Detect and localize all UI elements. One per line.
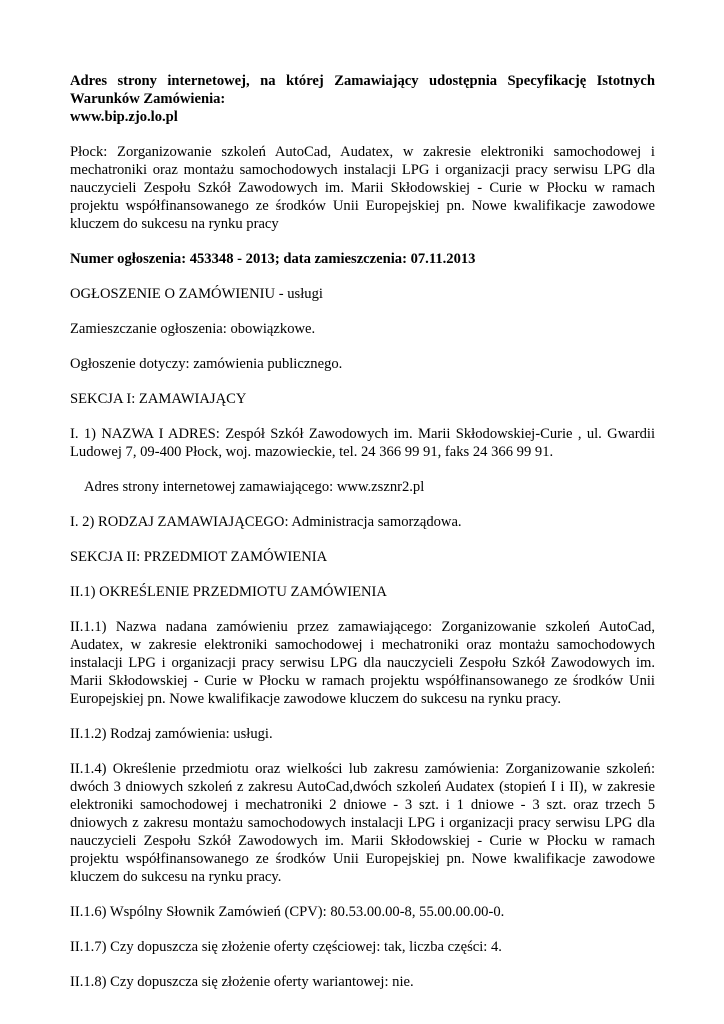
intro-paragraph: Płock: Zorganizowanie szkoleń AutoCad, Audatex, w zakresie elektroniki samochodowej i mechatroniki oraz montażu samochodowych instalacji LPG i organizacji pracy serwisu LPG dla nauczycieli Zespołu Szkół Zawodowych im. Marii Skłodowskiej - Curie w Płocku w ramach projektu współfinansowanego ze środków Unii Europejskiej pn. Nowe kwalifikacje zawodowe kluczem do sukcesu na rynku pracy xyxy=(70,144,655,232)
announcement-concerns: Ogłoszenie dotyczy: zamówienia publicznego. xyxy=(70,356,343,372)
posting-obligation: Zamieszczanie ogłoszenia: obowiązkowe. xyxy=(70,321,316,337)
document-page xyxy=(70,72,655,1008)
section2-item-1-7: II.1.7) Czy dopuszcza się złożenie oferty częściowej: tak, liczba części: 4. xyxy=(70,939,502,955)
announcement-type: OGŁOSZENIE O ZAMÓWIENIU - usługi xyxy=(70,286,323,302)
section2-item-1-8: II.1.8) Czy dopuszcza się złożenie oferty wariantowej: nie. xyxy=(70,974,414,990)
section2-title: SEKCJA II: PRZEDMIOT ZAMÓWIENIA xyxy=(70,549,328,565)
siwz-address-url: www.bip.zjo.lo.pl xyxy=(70,109,178,125)
section1-website: Adres strony internetowej zamawiającego: www.zsznr2.pl xyxy=(84,479,425,495)
section2-item-1-4: II.1.4) Określenie przedmiotu oraz wielkości lub zakresu zamówienia: Zorganizowanie szkoleń: dwóch 3 dniowych szkoleń z zakresu AutoCad,dwóch szkoleń Audatex (stopień I i II), w zakresie elektroniki samochodowej i mechatroniki 2 dniowe - 3 szt. i 1 dniowe - 3 szt. oraz trzech 5 dniowych z zakresu montażu samochodowych instalacji LPG i organizacji pracy serwisu LPG dla nauczycieli Zespołu Szkół Zawodowych im. Marii Skłodowskiej - Curie w Płocku w ramach projektu współfinansowanego ze środków Unii Europejskiej pn. Nowe kwalifikacje zawodowe kluczem do sukcesu na rynku pracy. xyxy=(70,761,655,885)
section1-type: I. 2) RODZAJ ZAMAWIAJĄCEGO: Administracja samorządowa. xyxy=(70,514,462,530)
siwz-address-intro: Adres strony internetowej, na której Zamawiający udostępnia Specyfikację Istotnych Warunków Zamówienia: xyxy=(70,73,655,107)
section2-item-1-2: II.1.2) Rodzaj zamówienia: usługi. xyxy=(70,726,273,742)
section2-item-1-6: II.1.6) Wspólny Słownik Zamówień (CPV): 80.53.00.00-8, 55.00.00.00-0. xyxy=(70,904,505,920)
section2-subtitle: II.1) OKREŚLENIE PRZEDMIOTU ZAMÓWIENIA xyxy=(70,584,387,600)
announcement-number: Numer ogłoszenia: 453348 - 2013; data zamieszczenia: 07.11.2013 xyxy=(70,251,476,267)
section1-name-address: I. 1) NAZWA I ADRES: Zespół Szkół Zawodowych im. Marii Skłodowskiej-Curie , ul. Gwardii Ludowej 7, 09-400 Płock, woj. mazowieckie, tel. 24 366 99 91, faks 24 366 99 91. xyxy=(70,426,655,460)
section1-title: SEKCJA I: ZAMAWIAJĄCY xyxy=(70,391,247,407)
section2-item-1-1: II.1.1) Nazwa nadana zamówieniu przez zamawiającego: Zorganizowanie szkoleń AutoCad, Audatex, w zakresie elektroniki samochodowej i mechatroniki oraz montażu samochodowych instalacji LPG i organizacji pracy serwisu LPG dla nauczycieli Zespołu Szkół Zawodowych im. Marii Skłodowskiej - Curie w Płocku w ramach projektu współfinansowanego ze środków Unii Europejskiej pn. Nowe kwalifikacje zawodowe kluczem do sukcesu na rynku pracy. xyxy=(70,619,655,707)
